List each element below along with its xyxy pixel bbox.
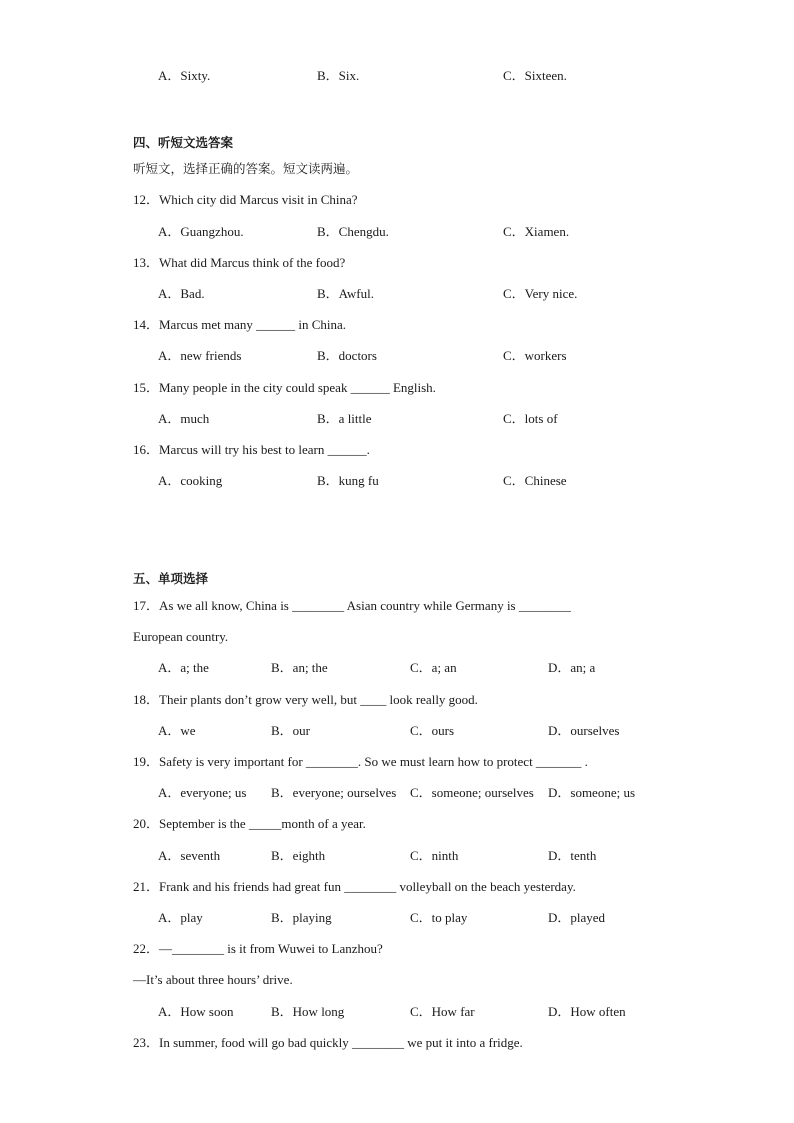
q20-options: [0, 848, 794, 864]
q13-options: [0, 286, 794, 302]
q15-option-b: B．a little: [317, 411, 372, 426]
q19-options: [0, 785, 794, 801]
q18-stem: 18．Their plants don’t grow very well, but ____ look really good.: [133, 692, 478, 707]
q17-stem: 17．As we all know, China is ________ Asian country while Germany is ________: [133, 598, 571, 613]
q17-stem-continued: European country.: [133, 629, 229, 644]
section5-title: 五、单项选择: [133, 571, 209, 586]
q23-stem: 23．In summer, food will go bad quickly ________ we put it into a fridge.: [133, 1035, 523, 1050]
q18-option-d: D．ourselves: [548, 723, 620, 738]
q11-option-c: C．Sixteen.: [503, 68, 567, 83]
q12-option-b: B．Chengdu.: [317, 224, 389, 239]
q16-option-c: C．Chinese: [503, 473, 567, 488]
q21-option-b: B．playing: [271, 910, 332, 925]
section4-title: 四、听短文选答案: [133, 135, 234, 150]
q19-stem: 19．Safety is very important for ________. So we must learn how to protect _______ .: [133, 754, 588, 769]
section4-instruction: 听短文，选择正确的答案。短文读两遍。: [133, 161, 359, 176]
q22-option-c: C．How far: [410, 1004, 475, 1019]
q22-option-a: A．How soon: [158, 1004, 234, 1019]
q19-option-b: B．everyone; ourselves: [271, 785, 397, 800]
q14-stem: 14．Marcus met many ______ in China.: [133, 317, 347, 332]
q20-stem: 20．September is the _____month of a year.: [133, 816, 366, 831]
q18-options: [0, 723, 794, 739]
q15-option-a: A．much: [158, 411, 210, 426]
q17-option-b: B．an; the: [271, 660, 328, 675]
q22-stem-continued: —It’s about three hours’ drive.: [133, 972, 293, 987]
q12-stem: 12．Which city did Marcus visit in China?: [133, 192, 358, 207]
q19-option-d: D．someone; us: [548, 785, 636, 800]
q19-option-c: C．someone; ourselves: [410, 785, 534, 800]
q20-option-c: C．ninth: [410, 848, 459, 863]
q16-options: [0, 473, 794, 489]
q21-options: [0, 910, 794, 926]
q22-options: [0, 1004, 794, 1020]
q20-option-a: A．seventh: [158, 848, 221, 863]
q16-option-a: A．cooking: [158, 473, 223, 488]
q18-option-c: C．ours: [410, 723, 455, 738]
q18-option-a: A．we: [158, 723, 196, 738]
q20-option-d: D．tenth: [548, 848, 597, 863]
q12-option-a: A．Guangzhou.: [158, 224, 244, 239]
q15-option-c: C．lots of: [503, 411, 558, 426]
q21-option-a: A．play: [158, 910, 203, 925]
q11-options: [0, 68, 794, 84]
q14-option-b: B．doctors: [317, 348, 377, 363]
q19-option-a: A．everyone; us: [158, 785, 247, 800]
q15-options: [0, 411, 794, 427]
q11-option-a: A．Sixty.: [158, 68, 211, 83]
q21-stem: 21．Frank and his friends had great fun ________ volleyball on the beach yesterday.: [133, 879, 576, 894]
q12-option-c: C．Xiamen.: [503, 224, 570, 239]
q17-option-c: C．a; an: [410, 660, 457, 675]
q14-options: [0, 348, 794, 364]
q22-option-d: D．How often: [548, 1004, 626, 1019]
q14-option-c: C．workers: [503, 348, 567, 363]
q15-stem: 15．Many people in the city could speak ______ English.: [133, 380, 436, 395]
q11-option-b: B．Six.: [317, 68, 360, 83]
q14-option-a: A．new friends: [158, 348, 242, 363]
q20-option-b: B．eighth: [271, 848, 326, 863]
q13-stem: 13．What did Marcus think of the food?: [133, 255, 346, 270]
q13-option-a: A．Bad.: [158, 286, 205, 301]
q17-options: [0, 660, 794, 676]
q22-option-b: B．How long: [271, 1004, 345, 1019]
q17-option-a: A．a; the: [158, 660, 209, 675]
q12-options: [0, 224, 794, 240]
q22-stem: 22．—________ is it from Wuwei to Lanzhou?: [133, 941, 383, 956]
q13-option-c: C．Very nice.: [503, 286, 578, 301]
q21-option-d: D．played: [548, 910, 606, 925]
q21-option-c: C．to play: [410, 910, 468, 925]
q16-option-b: B．kung fu: [317, 473, 379, 488]
q17-option-d: D．an; a: [548, 660, 596, 675]
q13-option-b: B．Awful.: [317, 286, 374, 301]
q18-option-b: B．our: [271, 723, 311, 738]
q16-stem: 16．Marcus will try his best to learn ______.: [133, 442, 370, 457]
